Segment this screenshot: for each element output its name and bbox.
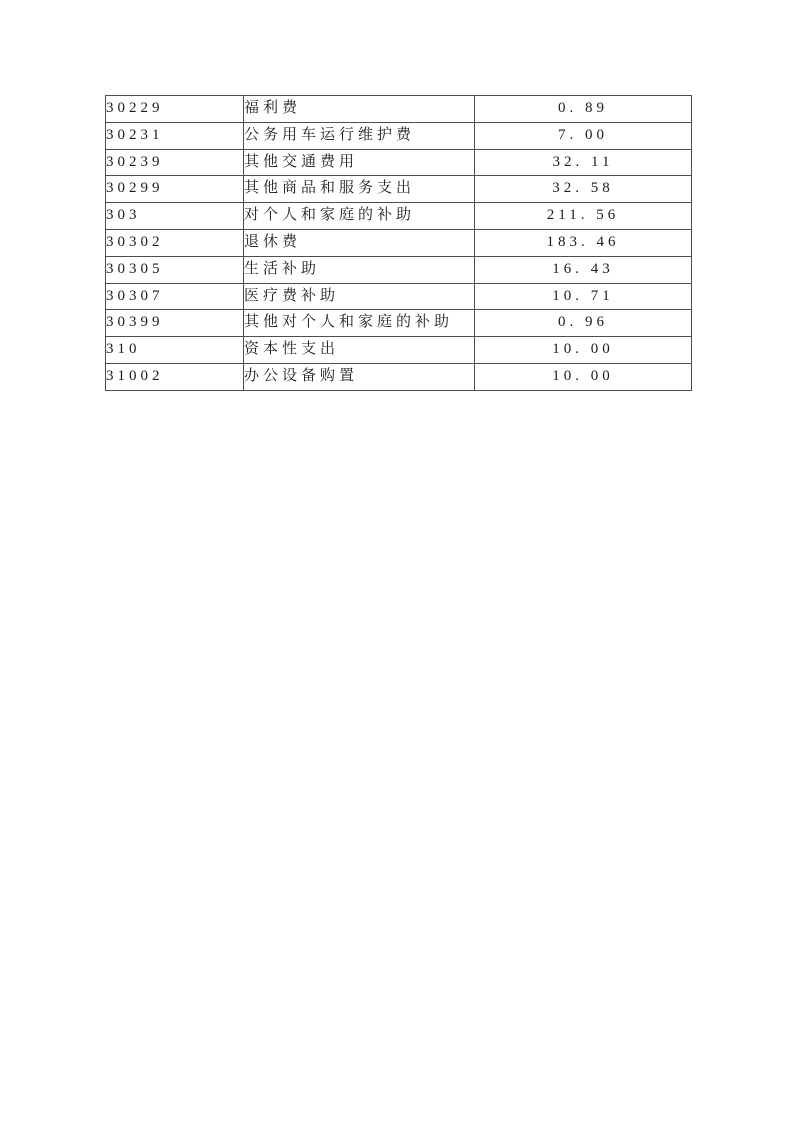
cell-item-name: 生活补助 — [244, 256, 475, 283]
table-row — [106, 96, 692, 123]
cell-item-name: 退休费 — [244, 229, 475, 256]
table-row — [106, 283, 692, 310]
cell-item-name: 对个人和家庭的补助 — [244, 203, 475, 230]
cell-item-name: 公务用车运行维护费 — [244, 122, 475, 149]
cell-amount: 211. 56 — [475, 203, 692, 230]
table-row — [106, 337, 692, 364]
cell-amount: 0. 96 — [475, 310, 692, 337]
cell-budget-code: 303 — [106, 203, 244, 230]
table-row — [106, 229, 692, 256]
cell-amount: 10. 71 — [475, 283, 692, 310]
table-row — [106, 149, 692, 176]
table-row — [106, 256, 692, 283]
budget-table — [105, 95, 692, 391]
cell-item-name: 医疗费补助 — [244, 283, 475, 310]
table-row — [106, 203, 692, 230]
cell-item-name: 资本性支出 — [244, 337, 475, 364]
cell-budget-code: 30231 — [106, 122, 244, 149]
cell-amount: 0. 89 — [475, 96, 692, 123]
cell-item-name: 办公设备购置 — [244, 363, 475, 390]
budget-table-body — [106, 96, 692, 391]
cell-amount: 183. 46 — [475, 229, 692, 256]
cell-item-name: 其他商品和服务支出 — [244, 176, 475, 203]
cell-amount: 10. 00 — [475, 363, 692, 390]
cell-budget-code: 30299 — [106, 176, 244, 203]
table-row — [106, 363, 692, 390]
table-row — [106, 176, 692, 203]
cell-budget-code: 30302 — [106, 229, 244, 256]
cell-budget-code: 30399 — [106, 310, 244, 337]
cell-budget-code: 30229 — [106, 96, 244, 123]
cell-amount: 32. 11 — [475, 149, 692, 176]
cell-budget-code: 31002 — [106, 363, 244, 390]
cell-budget-code: 30239 — [106, 149, 244, 176]
cell-item-name: 福利费 — [244, 96, 475, 123]
table-row — [106, 310, 692, 337]
cell-amount: 32. 58 — [475, 176, 692, 203]
cell-budget-code: 30307 — [106, 283, 244, 310]
cell-budget-code: 310 — [106, 337, 244, 364]
cell-budget-code: 30305 — [106, 256, 244, 283]
cell-amount: 7. 00 — [475, 122, 692, 149]
cell-amount: 10. 00 — [475, 337, 692, 364]
cell-item-name: 其他交通费用 — [244, 149, 475, 176]
table-row — [106, 122, 692, 149]
cell-item-name: 其他对个人和家庭的补助 — [244, 310, 475, 337]
cell-amount: 16. 43 — [475, 256, 692, 283]
